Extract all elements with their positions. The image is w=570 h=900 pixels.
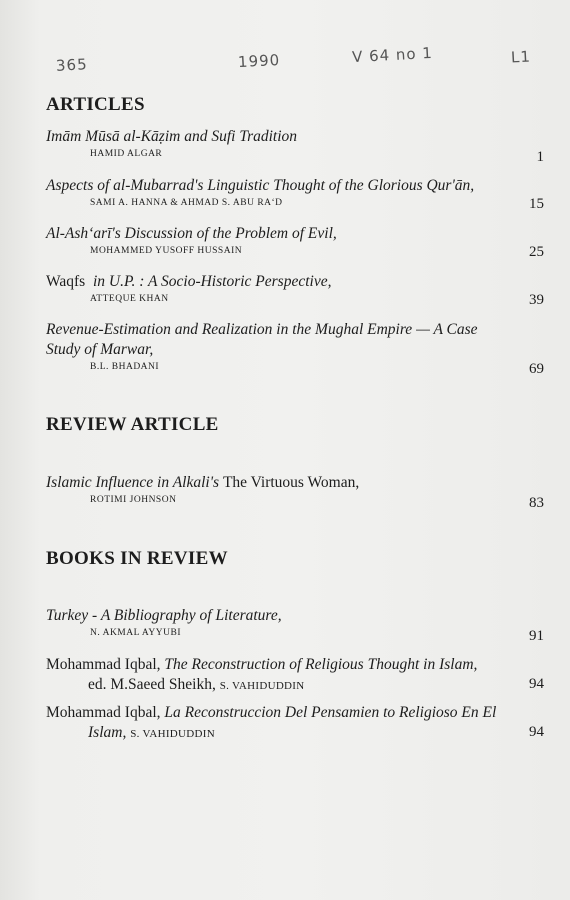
entry-lead-author: Mohammad Iqbal, [46, 704, 161, 721]
page-number: 1 [536, 149, 544, 165]
section-heading-articles: ARTICLES [46, 94, 145, 115]
entry-title-italic-continued: Islam, [88, 724, 127, 741]
entry-title-continued: Study of Marwar, [46, 341, 154, 358]
entry-author: MOHAMMED YUSOFF HUSSAIN [90, 246, 243, 256]
entry-continuation [46, 723, 544, 744]
entry-continuation [46, 675, 544, 696]
entry-author: SAMI A. HANNA & AHMAD S. ABU RA‘D [90, 198, 283, 208]
entry-title: Al-Ash‘arī's Discussion of the Problem of Evil, [46, 225, 337, 242]
toc-entry [46, 320, 544, 377]
entry-title: Imām Mūsā al-Kāẓim and Sufi Tradition [46, 128, 298, 145]
toc-entry [46, 655, 544, 696]
entry-reviewer: S. VAHIDUDDIN [219, 680, 305, 692]
section-heading-books-in-review: BOOKS IN REVIEW [46, 548, 228, 569]
entry-title: Turkey - A Bibliography of Literature, [46, 607, 282, 624]
page-number: 39 [529, 292, 544, 308]
handwritten-note: V 64 no 1 [351, 43, 434, 67]
page-number: 94 [529, 724, 544, 740]
entry-title [46, 473, 544, 493]
entry-title-plain: The Virtuous Woman, [222, 474, 360, 491]
entry-author: ATTEQUE KHAN [90, 294, 169, 304]
handwritten-note: 1990 [237, 50, 281, 72]
toc-entry [46, 127, 544, 165]
toc-entry [46, 272, 544, 308]
toc-entry [46, 473, 544, 511]
entry-title-italic: La Reconstruccion Del Pensamien to Religioso En El [164, 704, 497, 721]
entry-title-italic: in U.P. : A Socio-Historic Perspective, [92, 273, 332, 290]
page-number: 83 [529, 495, 544, 511]
handwritten-note: L1 [510, 47, 532, 67]
toc-entry [46, 224, 544, 260]
entry-title: Revenue-Estimation and Realization in the Mughal Empire — A Case [46, 321, 478, 338]
entry-author: N. AKMAL AYYUBI [90, 628, 181, 638]
entry-title [46, 655, 544, 675]
entry-lead-author: Mohammad Iqbal, [46, 656, 161, 673]
entry-title-italic: Islamic Influence in Alkali's [46, 474, 220, 491]
page-number: 15 [529, 196, 544, 212]
entry-title-plain: Waqfs [46, 273, 86, 290]
entry-title-italic: The Reconstruction of Religious Thought in Islam, [164, 656, 478, 673]
toc-entry [46, 703, 544, 744]
entry-title [46, 272, 544, 292]
entry-author: HAMID ALGAR [90, 149, 163, 159]
page-number: 94 [529, 676, 544, 692]
page-number: 91 [529, 628, 544, 644]
entry-title: Aspects of al-Mubarrad's Linguistic Thought of the Glorious Qur'ān, [46, 177, 475, 194]
entry-title [46, 703, 544, 723]
toc-entry [46, 606, 544, 644]
toc-entry [46, 176, 544, 212]
page-number: 25 [529, 244, 544, 260]
entry-editor: ed. M.Saeed Sheikh, [88, 676, 216, 693]
section-heading-review-article: REVIEW ARTICLE [46, 414, 219, 435]
page-number: 69 [529, 361, 544, 377]
entry-author: ROTIMI JOHNSON [90, 495, 177, 505]
handwritten-note: 365 [55, 55, 89, 75]
entry-author: B.L. BHADANI [90, 362, 160, 372]
entry-reviewer: S. VAHIDUDDIN [130, 728, 215, 740]
